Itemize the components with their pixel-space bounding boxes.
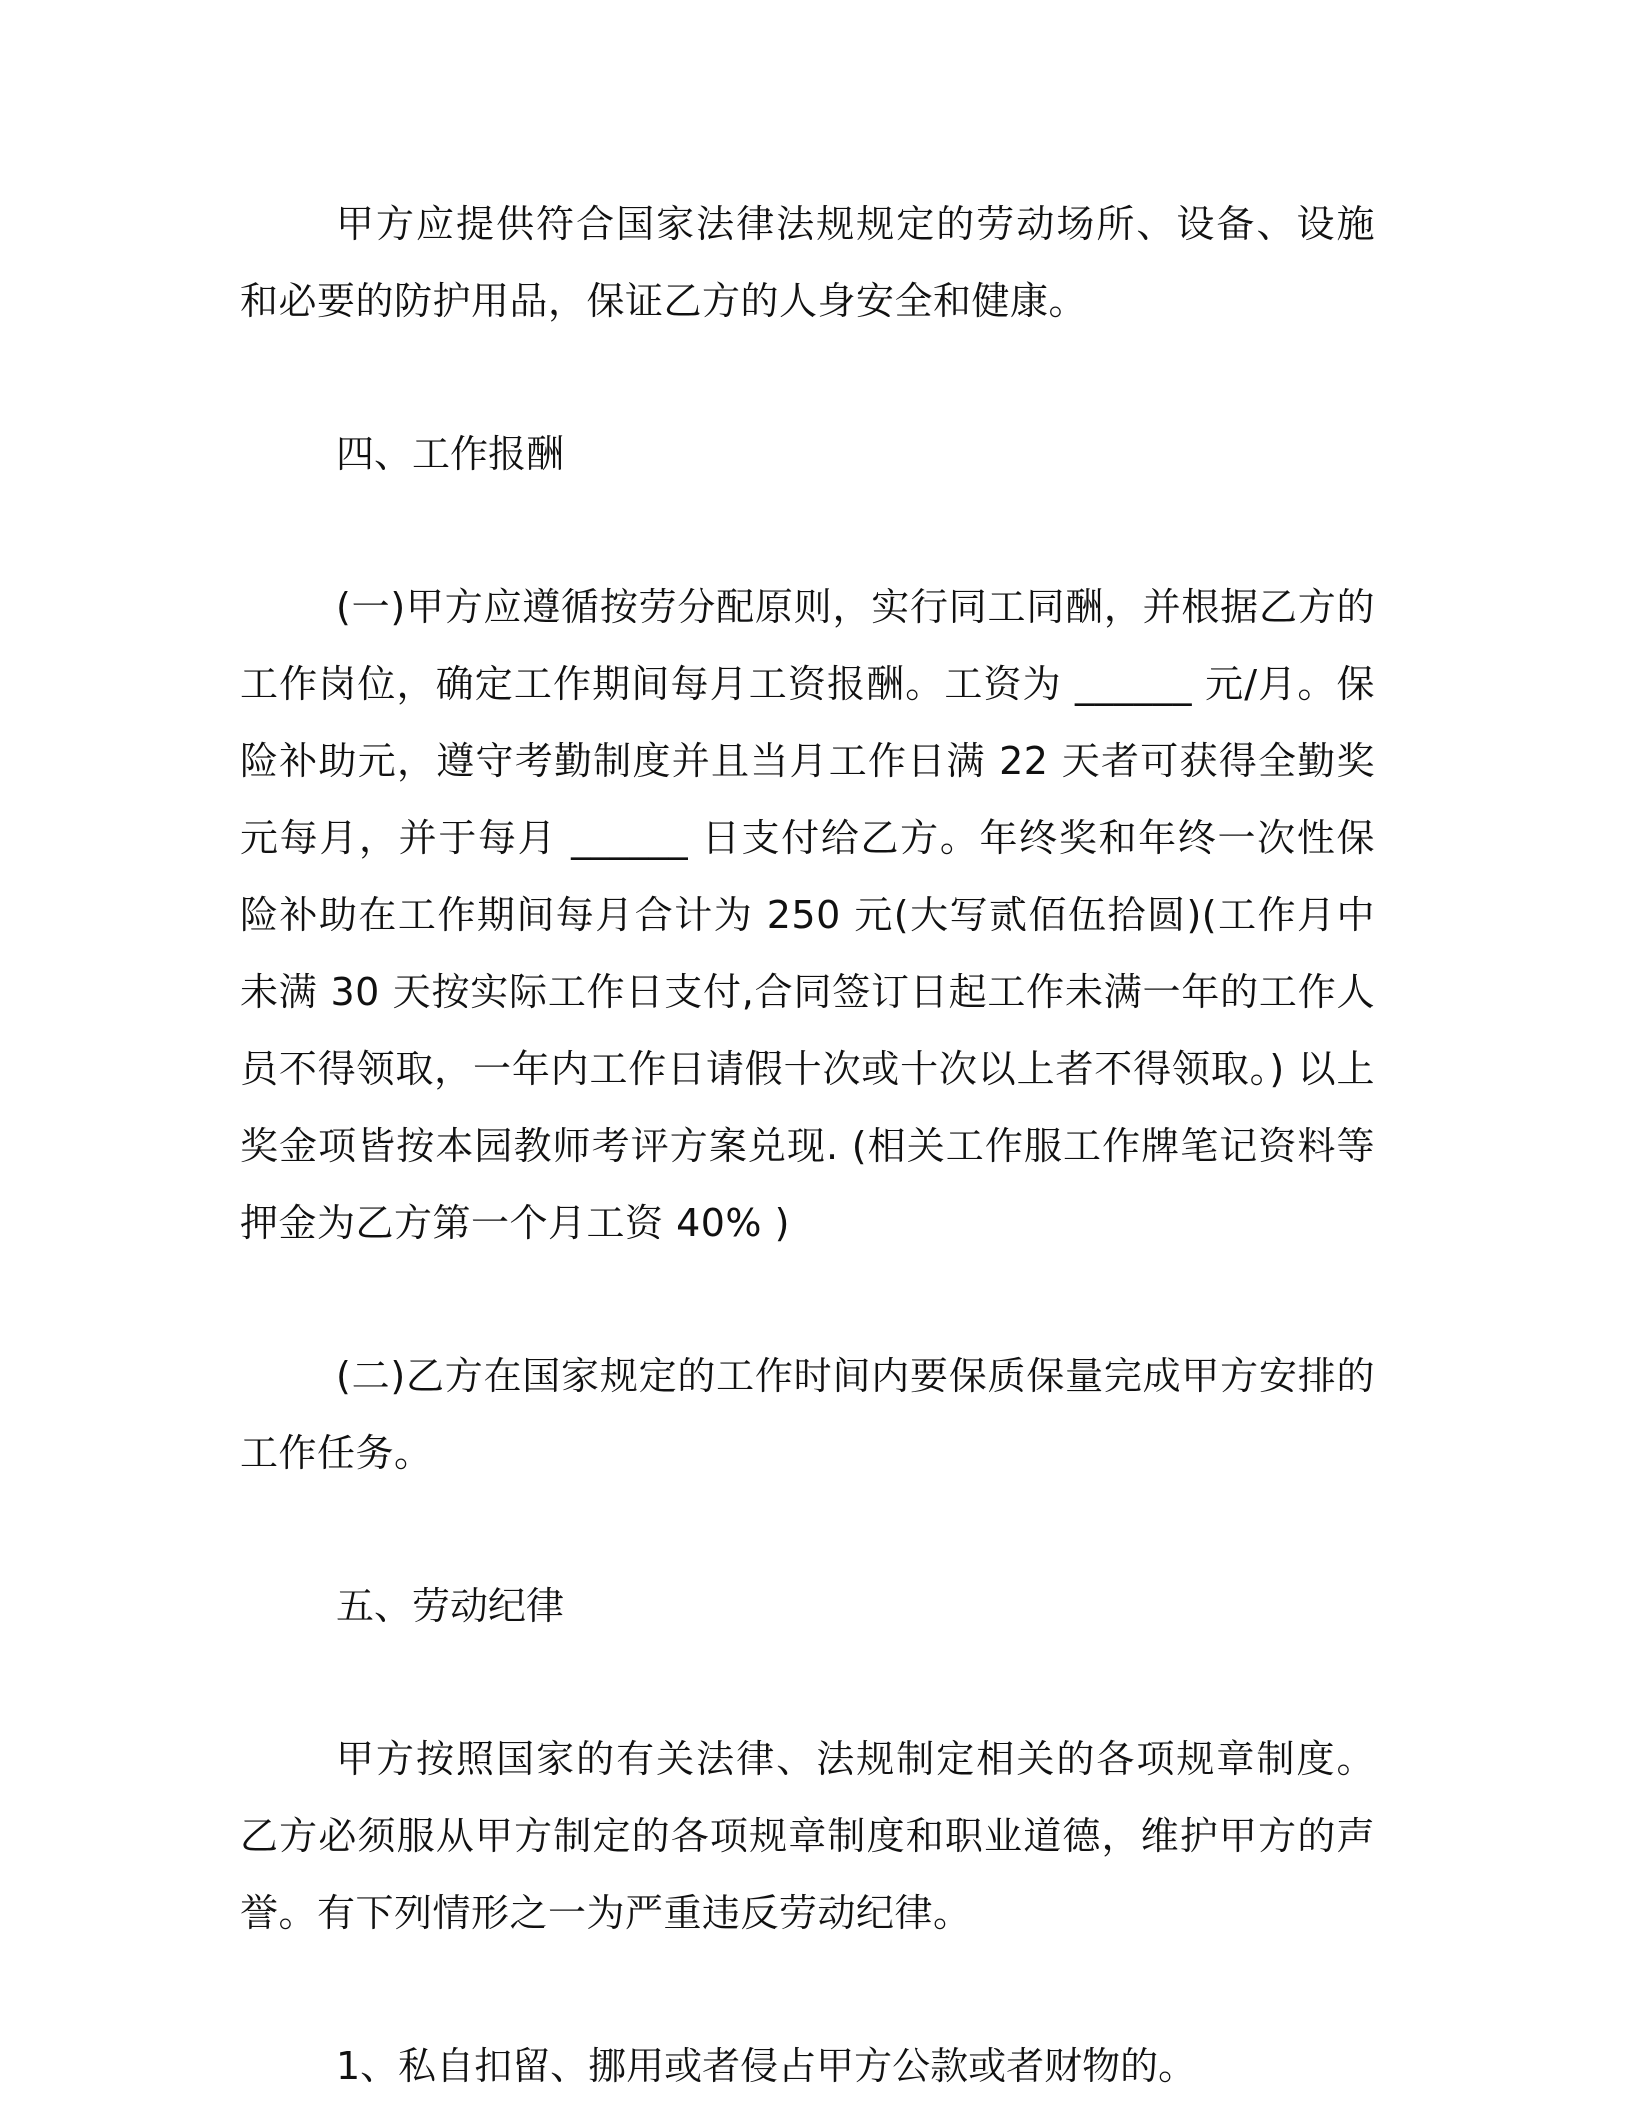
section-heading-compensation: 四、工作报酬 xyxy=(336,432,565,476)
paragraph-workplace-safety: 甲方应提供符合国家法律法规规定的劳动场所、设备、设施和必要的防护用品，保证乙方的人身安全和健康。 xyxy=(240,202,1375,323)
document-body xyxy=(240,186,1375,2105)
paragraph-work-tasks: (二)乙方在国家规定的工作时间内要保质保量完成甲方安排的工作任务。 xyxy=(240,1354,1375,1475)
list-item-violation-1: 1、私自扣留、挪用或者侵占甲方公款或者财物的。 xyxy=(336,2044,1197,2088)
section-heading-labor-discipline: 五、劳动纪律 xyxy=(336,1584,565,1628)
paragraph-rules-regulations: 甲方按照国家的有关法律、法规制定相关的各项规章制度。乙方必须服从甲方制定的各项规章制度和职业道德，维护甲方的声誉。有下列情形之一为严重违反劳动纪律。 xyxy=(240,1737,1375,1935)
paragraph-compensation-details: (一)甲方应遵循按劳分配原则，实行同工同酬，并根据乙方的工作岗位，确定工作期间每月工资报酬。工资为 ______ 元/月。保险补助元，遵守考勤制度并且当月工作日满 22 天者可获得全勤奖 元每月，并于每月 ______ 日支付给乙方。年终奖和年终一次性保险补助在工作期间每月合计为 250 元(大写贰佰伍拾圆)(工作月中未满 30 天按实际工作日支付,合同签订日起工作未满一年的工作人员不得领取，一年内工作日请假十次或十次以上者不得领取。) 以上奖金项皆按本园教师考评方案兑现. (相关工作服工作牌笔记资料等押金为乙方第一个月工资 40% ) xyxy=(240,585,1375,1245)
